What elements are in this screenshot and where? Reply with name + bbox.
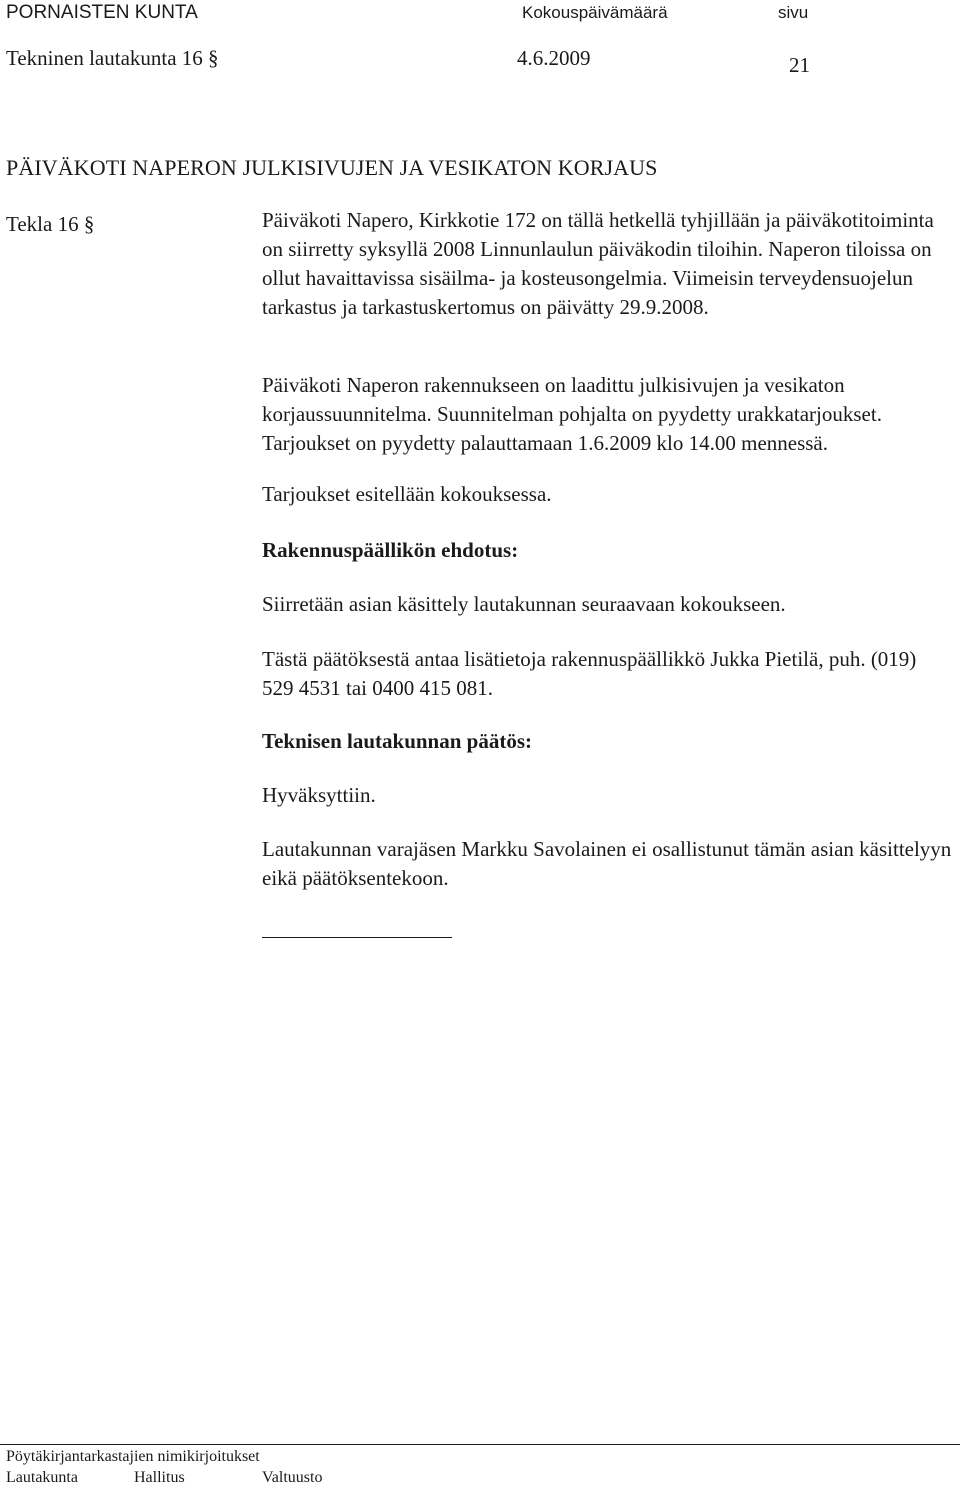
- page-label: sivu: [778, 3, 809, 22]
- heading-text: Teknisen lautakunnan päätös:: [262, 729, 533, 753]
- paragraph-text: Lautakunnan varajäsen Markku Savolainen ei osallistunut tämän asian käsittelyyn eikä päätöksentekoon.: [262, 837, 952, 890]
- page-number: 21: [789, 53, 810, 77]
- meeting-date-label: Kokouspäivämäärä: [522, 3, 668, 22]
- contact-info: [262, 645, 952, 703]
- signatures-label: Pöytäkirjantarkastajien nimikirjoitukset: [6, 1448, 260, 1465]
- paragraph-text: Tarjoukset esitellään kokouksessa.: [262, 482, 552, 506]
- paragraph-bids: [262, 480, 952, 509]
- proposal-heading: [262, 536, 952, 565]
- recusal-note: [262, 835, 952, 893]
- footer-divider: [0, 1444, 960, 1445]
- signature-column-hallitus: Hallitus: [134, 1469, 185, 1486]
- organization-name: PORNAISTEN KUNTA: [6, 2, 198, 23]
- paragraph-text: Hyväksyttiin.: [262, 783, 376, 807]
- paragraph-text: Tästä päätöksestä antaa lisätietoja rakennuspäällikkö Jukka Pietilä, puh. (019) 529 4531 tai 0400 415 081.: [262, 647, 917, 700]
- decision-text: [262, 781, 952, 810]
- paragraph-text: Siirretään asian käsittely lautakunnan seuraavaan kokoukseen.: [262, 592, 786, 616]
- proposal-text: [262, 590, 952, 619]
- signature-column-valtuusto: Valtuusto: [262, 1469, 323, 1486]
- paragraph-background: [262, 206, 952, 322]
- signature-column-lautakunta: Lautakunta: [6, 1469, 78, 1486]
- decision-heading: [262, 727, 952, 756]
- paragraph-text: Päiväkoti Napero, Kirkkotie 172 on tällä hetkellä tyhjillään ja päiväkotitoiminta on siirretty syksyllä 2008 Linnunlaulun päiväkodin tiloihin. Naperon tiloissa on ollut havaittavissa sisäilma- ja kosteusongelmia. Viimeisin terveydensuojelun tarkastus ja tarkastuskertomus on päivätty 29.9.2008.: [262, 208, 934, 319]
- paragraph-text: Päiväkoti Naperon rakennukseen on laadittu julkisivujen ja vesikaton korjaussuunnitelma. Suunnitelman pohjalta on pyydetty urakkatarjoukset. Tarjoukset on pyydetty palauttamaan 1.6.2009 klo 14.00 mennessä.: [262, 373, 882, 455]
- section-divider: [262, 937, 452, 938]
- paragraph-plan: [262, 371, 952, 458]
- board-section-reference: Tekninen lautakunta 16 §: [6, 46, 219, 70]
- document-title: PÄIVÄKOTI NAPERON JULKISIVUJEN JA VESIKATON KORJAUS: [6, 155, 658, 180]
- section-reference: Tekla 16 §: [6, 212, 95, 236]
- heading-text: Rakennuspäällikön ehdotus:: [262, 538, 519, 562]
- meeting-date: 4.6.2009: [517, 46, 591, 70]
